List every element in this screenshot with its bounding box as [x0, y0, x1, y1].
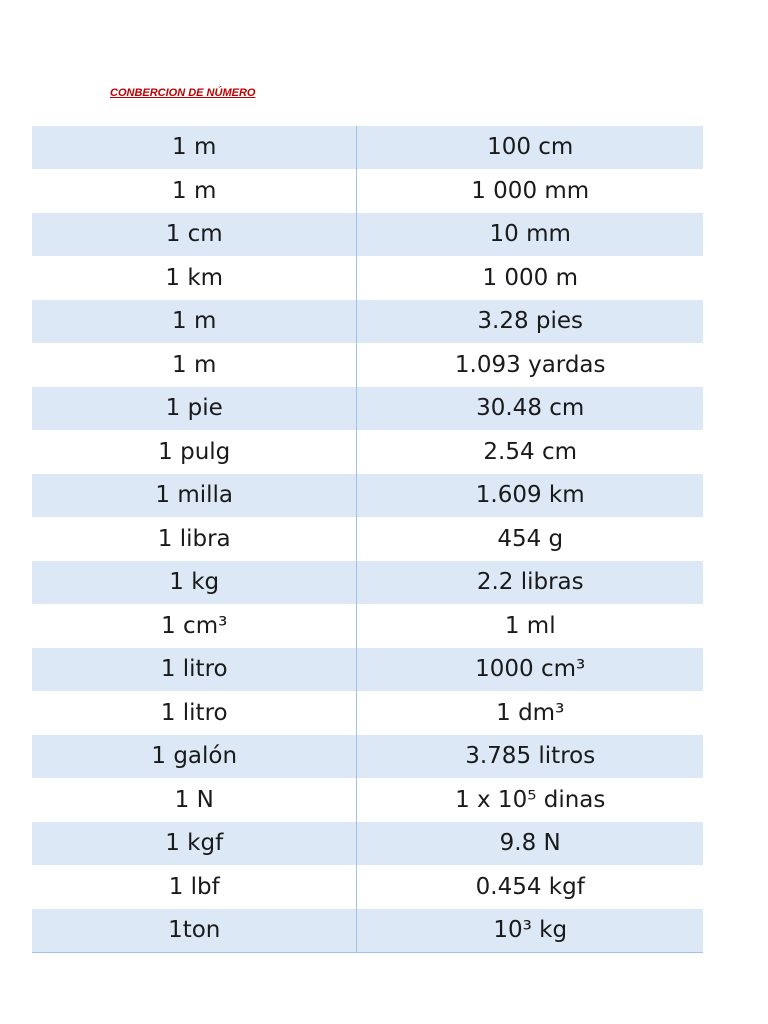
table-row [32, 169, 703, 213]
table-row [32, 822, 703, 866]
unit-to-cell: 454 g [357, 517, 703, 561]
table-row [32, 256, 703, 300]
table-row [32, 735, 703, 779]
unit-to-cell: 30.48 cm [357, 387, 703, 431]
unit-from-cell: 1 pie [32, 387, 357, 431]
table-row [32, 648, 703, 692]
document-title: CONBERCION DE NÚMERO [110, 87, 256, 99]
unit-from-cell: 1 litro [32, 691, 357, 735]
unit-from-cell: 1 litro [32, 648, 357, 692]
unit-to-cell: 10³ kg [357, 909, 703, 953]
unit-to-cell: 1 x 10⁵ dinas [357, 778, 703, 822]
table-row [32, 691, 703, 735]
unit-from-cell: 1 m [32, 169, 357, 213]
unit-to-cell: 1.093 yardas [357, 343, 703, 387]
table-row [32, 213, 703, 257]
unit-from-cell: 1 milla [32, 474, 357, 518]
table-row [32, 865, 703, 909]
unit-from-cell: 1 libra [32, 517, 357, 561]
table-row [32, 778, 703, 822]
unit-from-cell: 1 kg [32, 561, 357, 605]
unit-from-cell: 1ton [32, 909, 357, 953]
unit-to-cell: 2.54 cm [357, 430, 703, 474]
unit-to-cell: 1000 cm³ [357, 648, 703, 692]
unit-from-cell: 1 N [32, 778, 357, 822]
table-row [32, 343, 703, 387]
conversion-table [32, 126, 703, 953]
table-row [32, 430, 703, 474]
conversion-table-body [32, 126, 703, 952]
unit-to-cell: 1 000 mm [357, 169, 703, 213]
unit-from-cell: 1 kgf [32, 822, 357, 866]
unit-to-cell: 2.2 libras [357, 561, 703, 605]
unit-from-cell: 1 m [32, 343, 357, 387]
unit-from-cell: 1 cm³ [32, 604, 357, 648]
table-row [32, 474, 703, 518]
table-row [32, 561, 703, 605]
table-row [32, 517, 703, 561]
unit-to-cell: 1 ml [357, 604, 703, 648]
unit-to-cell: 100 cm [357, 126, 703, 169]
unit-to-cell: 1 dm³ [357, 691, 703, 735]
unit-from-cell: 1 m [32, 126, 357, 169]
unit-to-cell: 9.8 N [357, 822, 703, 866]
unit-to-cell: 1 000 m [357, 256, 703, 300]
table-row [32, 126, 703, 169]
unit-to-cell: 1.609 km [357, 474, 703, 518]
unit-to-cell: 3.28 pies [357, 300, 703, 344]
table-row [32, 909, 703, 953]
unit-to-cell: 10 mm [357, 213, 703, 257]
unit-to-cell: 3.785 litros [357, 735, 703, 779]
table-row [32, 387, 703, 431]
table-row [32, 604, 703, 648]
unit-from-cell: 1 lbf [32, 865, 357, 909]
unit-from-cell: 1 galón [32, 735, 357, 779]
table-row [32, 300, 703, 344]
unit-from-cell: 1 cm [32, 213, 357, 257]
unit-from-cell: 1 m [32, 300, 357, 344]
unit-from-cell: 1 pulg [32, 430, 357, 474]
unit-to-cell: 0.454 kgf [357, 865, 703, 909]
unit-from-cell: 1 km [32, 256, 357, 300]
